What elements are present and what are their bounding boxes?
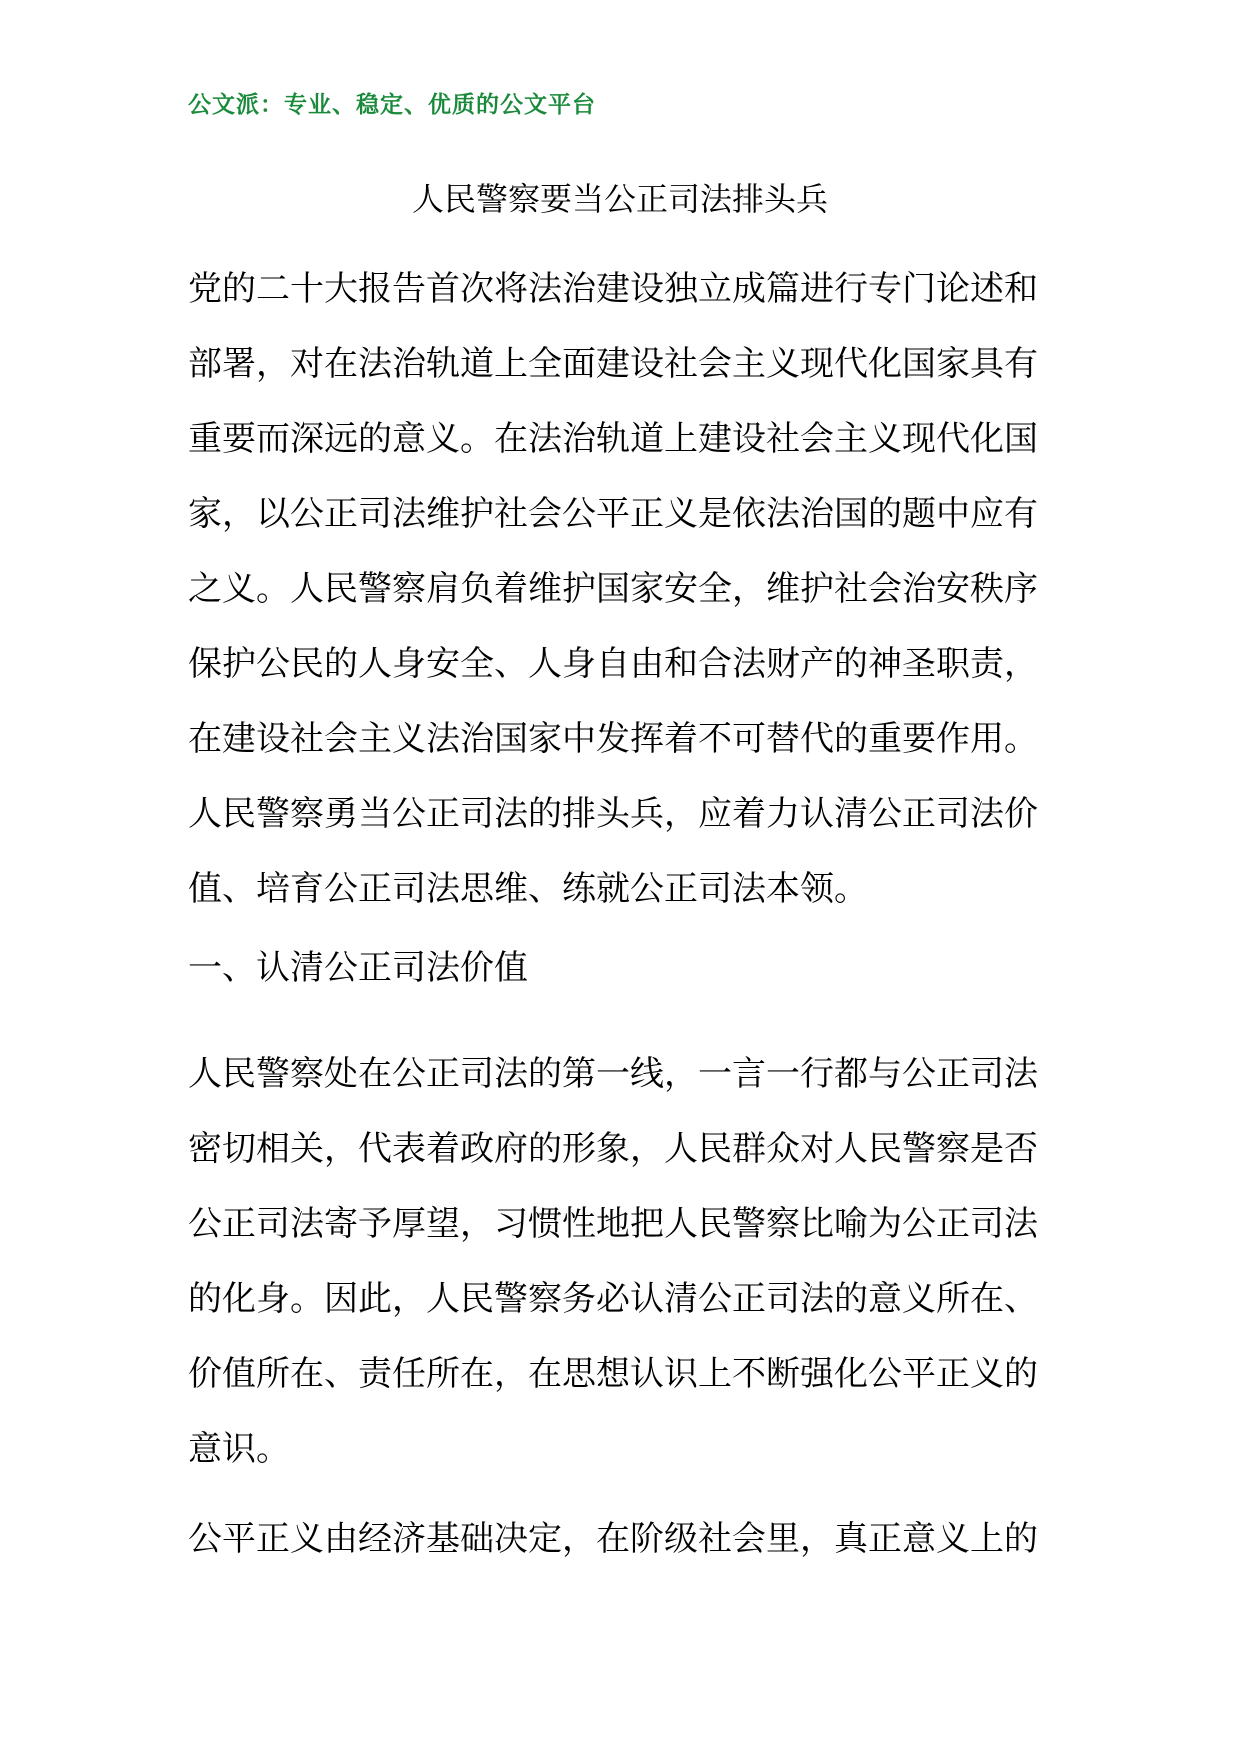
paragraph-line: 公平正义由经济基础决定，在阶级社会里，真正意义上的 bbox=[188, 1519, 1038, 1559]
paragraph-line: 人民警察勇当公正司法的排头兵，应着力认清公正司法价 bbox=[188, 794, 1038, 834]
paragraph-line: 保护公民的人身安全、人身自由和合法财产的神圣职责， bbox=[188, 644, 1038, 684]
paragraph-line: 公正司法寄予厚望，习惯性地把人民警察比喻为公正司法 bbox=[188, 1204, 1038, 1244]
paragraph-line: 之义。人民警察肩负着维护国家安全，维护社会治安秩序 bbox=[188, 569, 1038, 609]
paragraph-line: 意识。 bbox=[188, 1429, 290, 1469]
section-heading: 一、认清公正司法价值 bbox=[188, 948, 528, 988]
paragraph-line: 重要而深远的意义。在法治轨道上建设社会主义现代化国 bbox=[188, 419, 1038, 459]
paragraph-intro bbox=[188, 252, 1058, 927]
paragraph-line: 党的二十大报告首次将法治建设独立成篇进行专门论述和 bbox=[188, 269, 1038, 309]
paragraph-line: 价值所在、责任所在，在思想认识上不断强化公平正义的 bbox=[188, 1354, 1038, 1394]
paragraph-justice bbox=[188, 1502, 1058, 1577]
paragraph-line: 密切相关，代表着政府的形象，人民群众对人民警察是否 bbox=[188, 1129, 1038, 1169]
paragraph-line: 人民警察处在公正司法的第一线，一言一行都与公正司法 bbox=[188, 1054, 1038, 1094]
header-brand: 公文派：专业、稳定、优质的公文平台 bbox=[188, 92, 596, 118]
paragraph-line: 值、培育公正司法思维、练就公正司法本领。 bbox=[188, 869, 868, 909]
paragraph-line: 的化身。因此，人民警察务必认清公正司法的意义所在、 bbox=[188, 1279, 1038, 1319]
paragraph-section1 bbox=[188, 1037, 1058, 1487]
paragraph-line: 部署，对在法治轨道上全面建设社会主义现代化国家具有 bbox=[188, 344, 1038, 384]
paragraph-line: 家，以公正司法维护社会公平正义是依法治国的题中应有 bbox=[188, 494, 1038, 534]
paragraph-line: 在建设社会主义法治国家中发挥着不可替代的重要作用。 bbox=[188, 719, 1038, 759]
document-title: 人民警察要当公正司法排头兵 bbox=[411, 180, 828, 218]
